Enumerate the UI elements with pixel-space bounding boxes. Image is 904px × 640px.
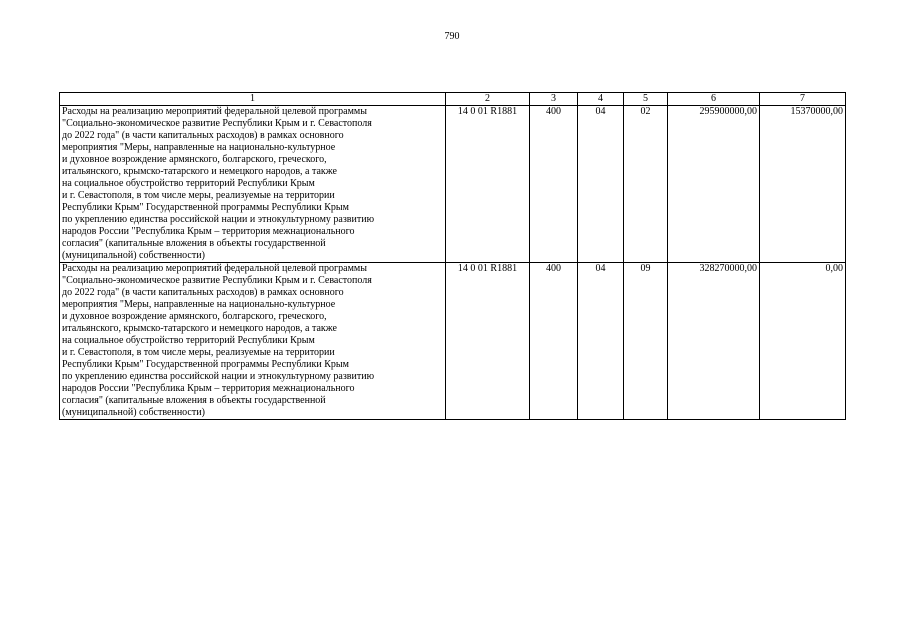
description-line: (муниципальной) собственности) [62, 250, 205, 261]
header-col-4: 4 [578, 93, 624, 106]
row-col-5: 09 [624, 263, 668, 420]
header-col-3: 3 [530, 93, 578, 106]
description-line: Расходы на реализацию мероприятий федеральной целевой программы [62, 106, 367, 117]
description-line: по укреплению единства российской нации и этнокультурному развитию [62, 214, 375, 225]
row-description [60, 106, 446, 263]
description-line: мероприятия "Меры, направленные на национально-культурное [62, 142, 336, 153]
row-col-4: 04 [578, 263, 624, 420]
description-line: согласия" (капитальные вложения в объекты государственной [62, 238, 326, 249]
row-amount-7: 0,00 [760, 263, 846, 420]
row-code: 14 0 01 R1881 [446, 263, 530, 420]
description-line: мероприятия "Меры, направленные на национально-культурное [62, 299, 336, 310]
description-line: и духовное возрождение армянского, болгарского, греческого, [62, 154, 327, 165]
header-col-6: 6 [668, 93, 760, 106]
description-line: и г. Севастополя, в том числе меры, реализуемые на территории [62, 347, 335, 358]
description-line: народов России "Республика Крым – территория межнационального [62, 226, 355, 237]
description-line: Республики Крым" Государственной программы Республики Крым [62, 202, 349, 213]
description-line: Расходы на реализацию мероприятий федеральной целевой программы [62, 263, 367, 274]
description-line: итальянского, крымско-татарского и немецкого народов, а также [62, 323, 337, 334]
description-line: "Социально-экономическое развитие Республики Крым и г. Севастополя [62, 118, 372, 129]
description-line: до 2022 года" (в части капитальных расходов) в рамках основного [62, 287, 344, 298]
row-col-4: 04 [578, 106, 624, 263]
row-amount-6: 295900000,00 [668, 106, 760, 263]
header-col-7: 7 [760, 93, 846, 106]
header-row [60, 93, 846, 106]
row-code: 14 0 01 R1881 [446, 106, 530, 263]
description-line: на социальное обустройство территорий Республики Крым [62, 335, 315, 346]
description-line: по укреплению единства российской нации и этнокультурному развитию [62, 371, 375, 382]
description-line: итальянского, крымско-татарского и немецкого народов, а также [62, 166, 337, 177]
header-col-5: 5 [624, 93, 668, 106]
description-line: на социальное обустройство территорий Республики Крым [62, 178, 315, 189]
row-col-3: 400 [530, 106, 578, 263]
row-col-5: 02 [624, 106, 668, 263]
header-col-2: 2 [446, 93, 530, 106]
header-col-1: 1 [60, 93, 446, 106]
description-line: Республики Крым" Государственной программы Республики Крым [62, 359, 349, 370]
description-line: до 2022 года" (в части капитальных расходов) в рамках основного [62, 130, 344, 141]
row-amount-6: 328270000,00 [668, 263, 760, 420]
row-description [60, 263, 446, 420]
table-row [60, 106, 846, 263]
description-line: "Социально-экономическое развитие Республики Крым и г. Севастополя [62, 275, 372, 286]
description-line: и духовное возрождение армянского, болгарского, греческого, [62, 311, 327, 322]
budget-table [59, 92, 846, 420]
description-line: и г. Севастополя, в том числе меры, реализуемые на территории [62, 190, 335, 201]
description-line: согласия" (капитальные вложения в объекты государственной [62, 395, 326, 406]
row-col-3: 400 [530, 263, 578, 420]
description-line: (муниципальной) собственности) [62, 407, 205, 418]
table-row [60, 263, 846, 420]
row-amount-7: 15370000,00 [760, 106, 846, 263]
page-number: 790 [444, 31, 460, 42]
description-line: народов России "Республика Крым – территория межнационального [62, 383, 355, 394]
